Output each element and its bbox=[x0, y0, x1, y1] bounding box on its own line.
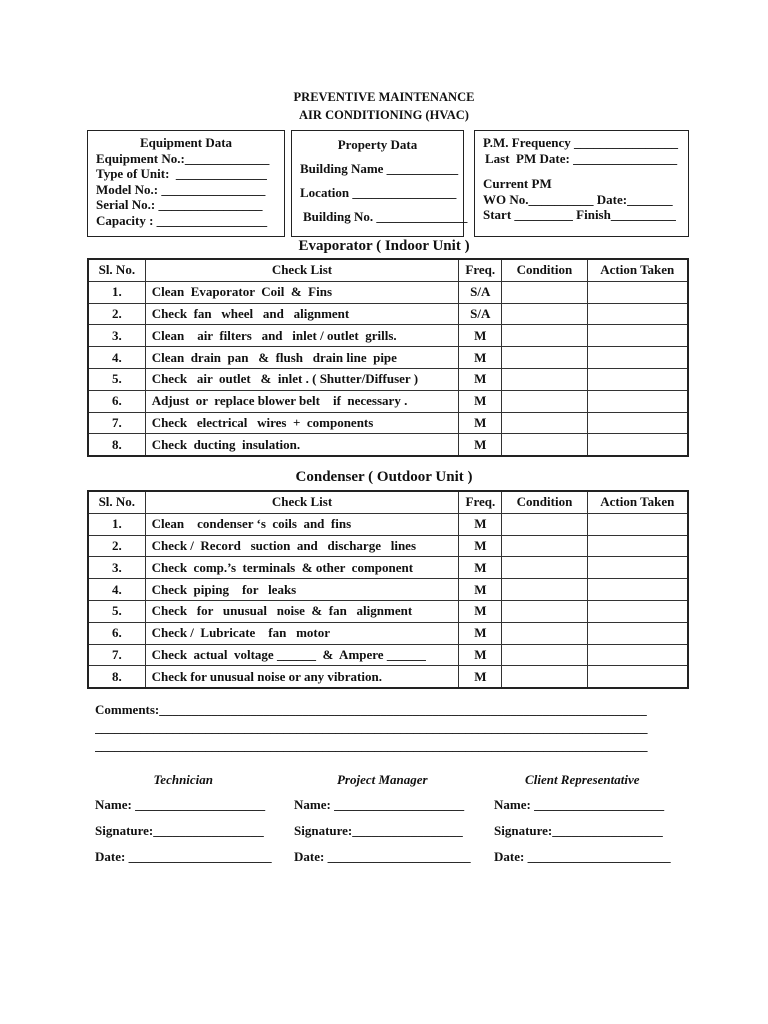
condition-cell[interactable] bbox=[502, 325, 587, 347]
comments-line-2[interactable]: _____________________________________________________________________________________ bbox=[95, 720, 648, 735]
column-header: Action Taken bbox=[587, 259, 688, 281]
column-header: Freq. bbox=[459, 491, 502, 513]
row-number: 1. bbox=[88, 513, 145, 535]
table-row bbox=[88, 513, 688, 535]
header-row bbox=[88, 491, 688, 513]
row-number: 3. bbox=[88, 325, 145, 347]
project-manager-name-field[interactable]: Name: ____________________ bbox=[294, 797, 465, 812]
condition-cell[interactable] bbox=[502, 303, 587, 325]
table-row bbox=[88, 535, 688, 557]
comments-line: ___________________________________________________________________________ bbox=[159, 702, 647, 717]
pm-frequency-field[interactable]: P.M. Frequency ________________ bbox=[483, 135, 678, 150]
frequency-cell: M bbox=[459, 347, 502, 369]
condition-cell[interactable] bbox=[502, 412, 587, 434]
property-heading: Property Data bbox=[337, 137, 418, 152]
condition-cell[interactable] bbox=[502, 535, 587, 557]
row-number: 6. bbox=[88, 622, 145, 644]
frequency-cell: M bbox=[459, 622, 502, 644]
location-field[interactable]: Location ________________ bbox=[300, 185, 457, 200]
action-taken-cell[interactable] bbox=[587, 666, 688, 688]
action-taken-cell[interactable] bbox=[587, 434, 688, 456]
check-item: Clean air filters and inlet / outlet grills. bbox=[145, 325, 459, 347]
header-row bbox=[88, 259, 688, 281]
table-row bbox=[88, 622, 688, 644]
table-row bbox=[88, 303, 688, 325]
check-item: Check actual voltage ______ & Ampere ______ bbox=[145, 644, 459, 666]
check-item: Check electrical wires + components bbox=[145, 412, 459, 434]
row-number: 8. bbox=[88, 434, 145, 456]
form-subtitle: AIR CONDITIONING (HVAC) bbox=[299, 108, 469, 122]
row-number: 5. bbox=[88, 368, 145, 390]
frequency-cell: M bbox=[459, 434, 502, 456]
column-header: Check List bbox=[145, 259, 459, 281]
frequency-cell: M bbox=[459, 666, 502, 688]
table-row bbox=[88, 412, 688, 434]
project-manager-signoff bbox=[294, 767, 471, 870]
start-finish-field[interactable]: Start _________ Finish__________ bbox=[483, 207, 676, 222]
condition-cell[interactable] bbox=[502, 622, 587, 644]
frequency-cell: M bbox=[459, 535, 502, 557]
wo-no-date-field[interactable]: WO No.__________ Date:_______ bbox=[483, 191, 673, 207]
row-number: 7. bbox=[88, 644, 145, 666]
building-no-field[interactable]: Building No. ______________ bbox=[303, 209, 468, 224]
table-row bbox=[88, 600, 688, 622]
equipment-no-field[interactable]: Equipment No.:_____________ bbox=[96, 150, 270, 166]
last-pm-date-field[interactable]: Last PM Date: ________________ bbox=[485, 150, 678, 166]
comments-field[interactable] bbox=[95, 702, 647, 718]
condenser-title: Condenser ( Outdoor Unit ) bbox=[295, 469, 473, 485]
action-taken-cell[interactable] bbox=[587, 303, 688, 325]
frequency-cell: M bbox=[459, 557, 502, 579]
comments-label: Comments: bbox=[95, 702, 160, 717]
table-row bbox=[88, 281, 688, 303]
unit-type-field[interactable]: Type of Unit: ______________ bbox=[96, 166, 267, 181]
serial-no-field[interactable]: Serial No.: ________________ bbox=[96, 197, 263, 212]
condition-cell[interactable] bbox=[502, 281, 587, 303]
row-number: 2. bbox=[88, 303, 145, 325]
column-header: Sl. No. bbox=[88, 491, 145, 513]
column-header: Condition bbox=[502, 491, 587, 513]
project-manager-heading: Project Manager bbox=[336, 772, 428, 787]
action-taken-cell[interactable] bbox=[587, 325, 688, 347]
check-item: Check / Record suction and discharge lines bbox=[145, 535, 459, 557]
condition-cell[interactable] bbox=[502, 513, 587, 535]
check-item: Check fan wheel and alignment bbox=[145, 303, 459, 325]
check-item: Check air outlet & inlet . ( Shutter/Diffuser ) bbox=[145, 368, 459, 390]
frequency-cell: M bbox=[459, 412, 502, 434]
table-row bbox=[88, 390, 688, 412]
project-manager-date-field[interactable]: Date: ______________________ bbox=[294, 849, 471, 864]
column-header: Check List bbox=[145, 491, 459, 513]
property-data-box bbox=[291, 130, 468, 237]
frequency-cell: M bbox=[459, 600, 502, 622]
action-taken-cell[interactable] bbox=[587, 347, 688, 369]
action-taken-cell[interactable] bbox=[587, 600, 688, 622]
pm-data-box bbox=[474, 130, 689, 237]
check-item: Check for unusual noise & fan alignment bbox=[145, 600, 459, 622]
frequency-cell: M bbox=[459, 390, 502, 412]
comments-line-3[interactable]: _____________________________________________________________________________________ bbox=[95, 738, 648, 753]
row-number: 1. bbox=[88, 281, 145, 303]
frequency-cell: M bbox=[459, 579, 502, 601]
check-item: Check ducting insulation. bbox=[145, 434, 459, 456]
check-item: Clean drain pan & flush drain line pipe bbox=[145, 347, 459, 369]
client-rep-date-field[interactable]: Date: ______________________ bbox=[494, 849, 671, 864]
column-header: Condition bbox=[502, 259, 587, 281]
condition-cell[interactable] bbox=[502, 579, 587, 601]
row-number: 4. bbox=[88, 347, 145, 369]
frequency-cell: S/A bbox=[459, 303, 502, 325]
check-item: Check piping for leaks bbox=[145, 579, 459, 601]
client-rep-signoff bbox=[494, 767, 671, 870]
frequency-cell: M bbox=[459, 644, 502, 666]
condition-cell[interactable] bbox=[502, 600, 587, 622]
technician-name-field[interactable]: Name: ____________________ bbox=[95, 797, 266, 812]
client-rep-signature-field[interactable]: Signature:_________________ bbox=[494, 823, 663, 838]
row-number: 2. bbox=[88, 535, 145, 557]
action-taken-cell[interactable] bbox=[587, 557, 688, 579]
row-number: 6. bbox=[88, 390, 145, 412]
frequency-cell: M bbox=[459, 325, 502, 347]
condition-cell[interactable] bbox=[502, 666, 587, 688]
client-rep-name-field[interactable]: Name: ____________________ bbox=[494, 797, 665, 812]
action-taken-cell[interactable] bbox=[587, 390, 688, 412]
action-taken-cell[interactable] bbox=[587, 579, 688, 601]
frequency-cell: M bbox=[459, 513, 502, 535]
condenser-table bbox=[87, 490, 689, 689]
check-item: Adjust or replace blower belt if necessary . bbox=[145, 390, 459, 412]
action-taken-cell[interactable] bbox=[587, 513, 688, 535]
action-taken-cell[interactable] bbox=[587, 644, 688, 666]
capacity-field[interactable]: Capacity : _________________ bbox=[96, 212, 268, 228]
row-number: 4. bbox=[88, 579, 145, 601]
table-row bbox=[88, 325, 688, 347]
action-taken-cell[interactable] bbox=[587, 622, 688, 644]
check-item: Clean Evaporator Coil & Fins bbox=[145, 281, 459, 303]
check-item: Clean condenser ‘s coils and fins bbox=[145, 513, 459, 535]
row-number: 8. bbox=[88, 666, 145, 688]
check-item: Check / Lubricate fan motor bbox=[145, 622, 459, 644]
evaporator-title: Evaporator ( Indoor Unit ) bbox=[298, 238, 470, 254]
action-taken-cell[interactable] bbox=[587, 281, 688, 303]
row-number: 3. bbox=[88, 557, 145, 579]
project-manager-signature-field[interactable]: Signature:_________________ bbox=[294, 823, 463, 838]
table-row bbox=[88, 557, 688, 579]
table-row bbox=[88, 434, 688, 456]
model-no-field[interactable]: Model No.: ________________ bbox=[96, 181, 266, 197]
equipment-data-box bbox=[87, 130, 285, 237]
condition-cell[interactable] bbox=[502, 557, 587, 579]
table-row bbox=[88, 644, 688, 666]
building-name-field[interactable]: Building Name ___________ bbox=[300, 161, 459, 176]
table-row bbox=[88, 368, 688, 390]
evaporator-table bbox=[87, 258, 689, 457]
technician-signoff bbox=[95, 767, 272, 870]
condition-cell[interactable] bbox=[502, 390, 587, 412]
table-row bbox=[88, 666, 688, 688]
action-taken-cell[interactable] bbox=[587, 412, 688, 434]
condition-cell[interactable] bbox=[502, 368, 587, 390]
column-header: Sl. No. bbox=[88, 259, 145, 281]
action-taken-cell[interactable] bbox=[587, 368, 688, 390]
technician-heading: Technician bbox=[153, 772, 214, 787]
technician-date-field[interactable]: Date: ______________________ bbox=[95, 849, 272, 864]
form-title: PREVENTIVE MAINTENANCE bbox=[293, 90, 475, 104]
current-pm-label: Current PM bbox=[483, 176, 552, 191]
client-rep-heading: Client Representative bbox=[525, 772, 640, 787]
condition-cell[interactable] bbox=[502, 644, 587, 666]
frequency-cell: M bbox=[459, 368, 502, 390]
table-row bbox=[88, 347, 688, 369]
technician-signature-field[interactable]: Signature:_________________ bbox=[95, 823, 264, 838]
action-taken-cell[interactable] bbox=[587, 535, 688, 557]
column-header: Action Taken bbox=[587, 491, 688, 513]
row-number: 5. bbox=[88, 600, 145, 622]
condition-cell[interactable] bbox=[502, 347, 587, 369]
check-item: Check for unusual noise or any vibration. bbox=[145, 666, 459, 688]
row-number: 7. bbox=[88, 412, 145, 434]
condition-cell[interactable] bbox=[502, 434, 587, 456]
equipment-heading: Equipment Data bbox=[139, 135, 233, 150]
column-header: Freq. bbox=[459, 259, 502, 281]
table-row bbox=[88, 579, 688, 601]
frequency-cell: S/A bbox=[459, 281, 502, 303]
check-item: Check comp.’s terminals & other component bbox=[145, 557, 459, 579]
